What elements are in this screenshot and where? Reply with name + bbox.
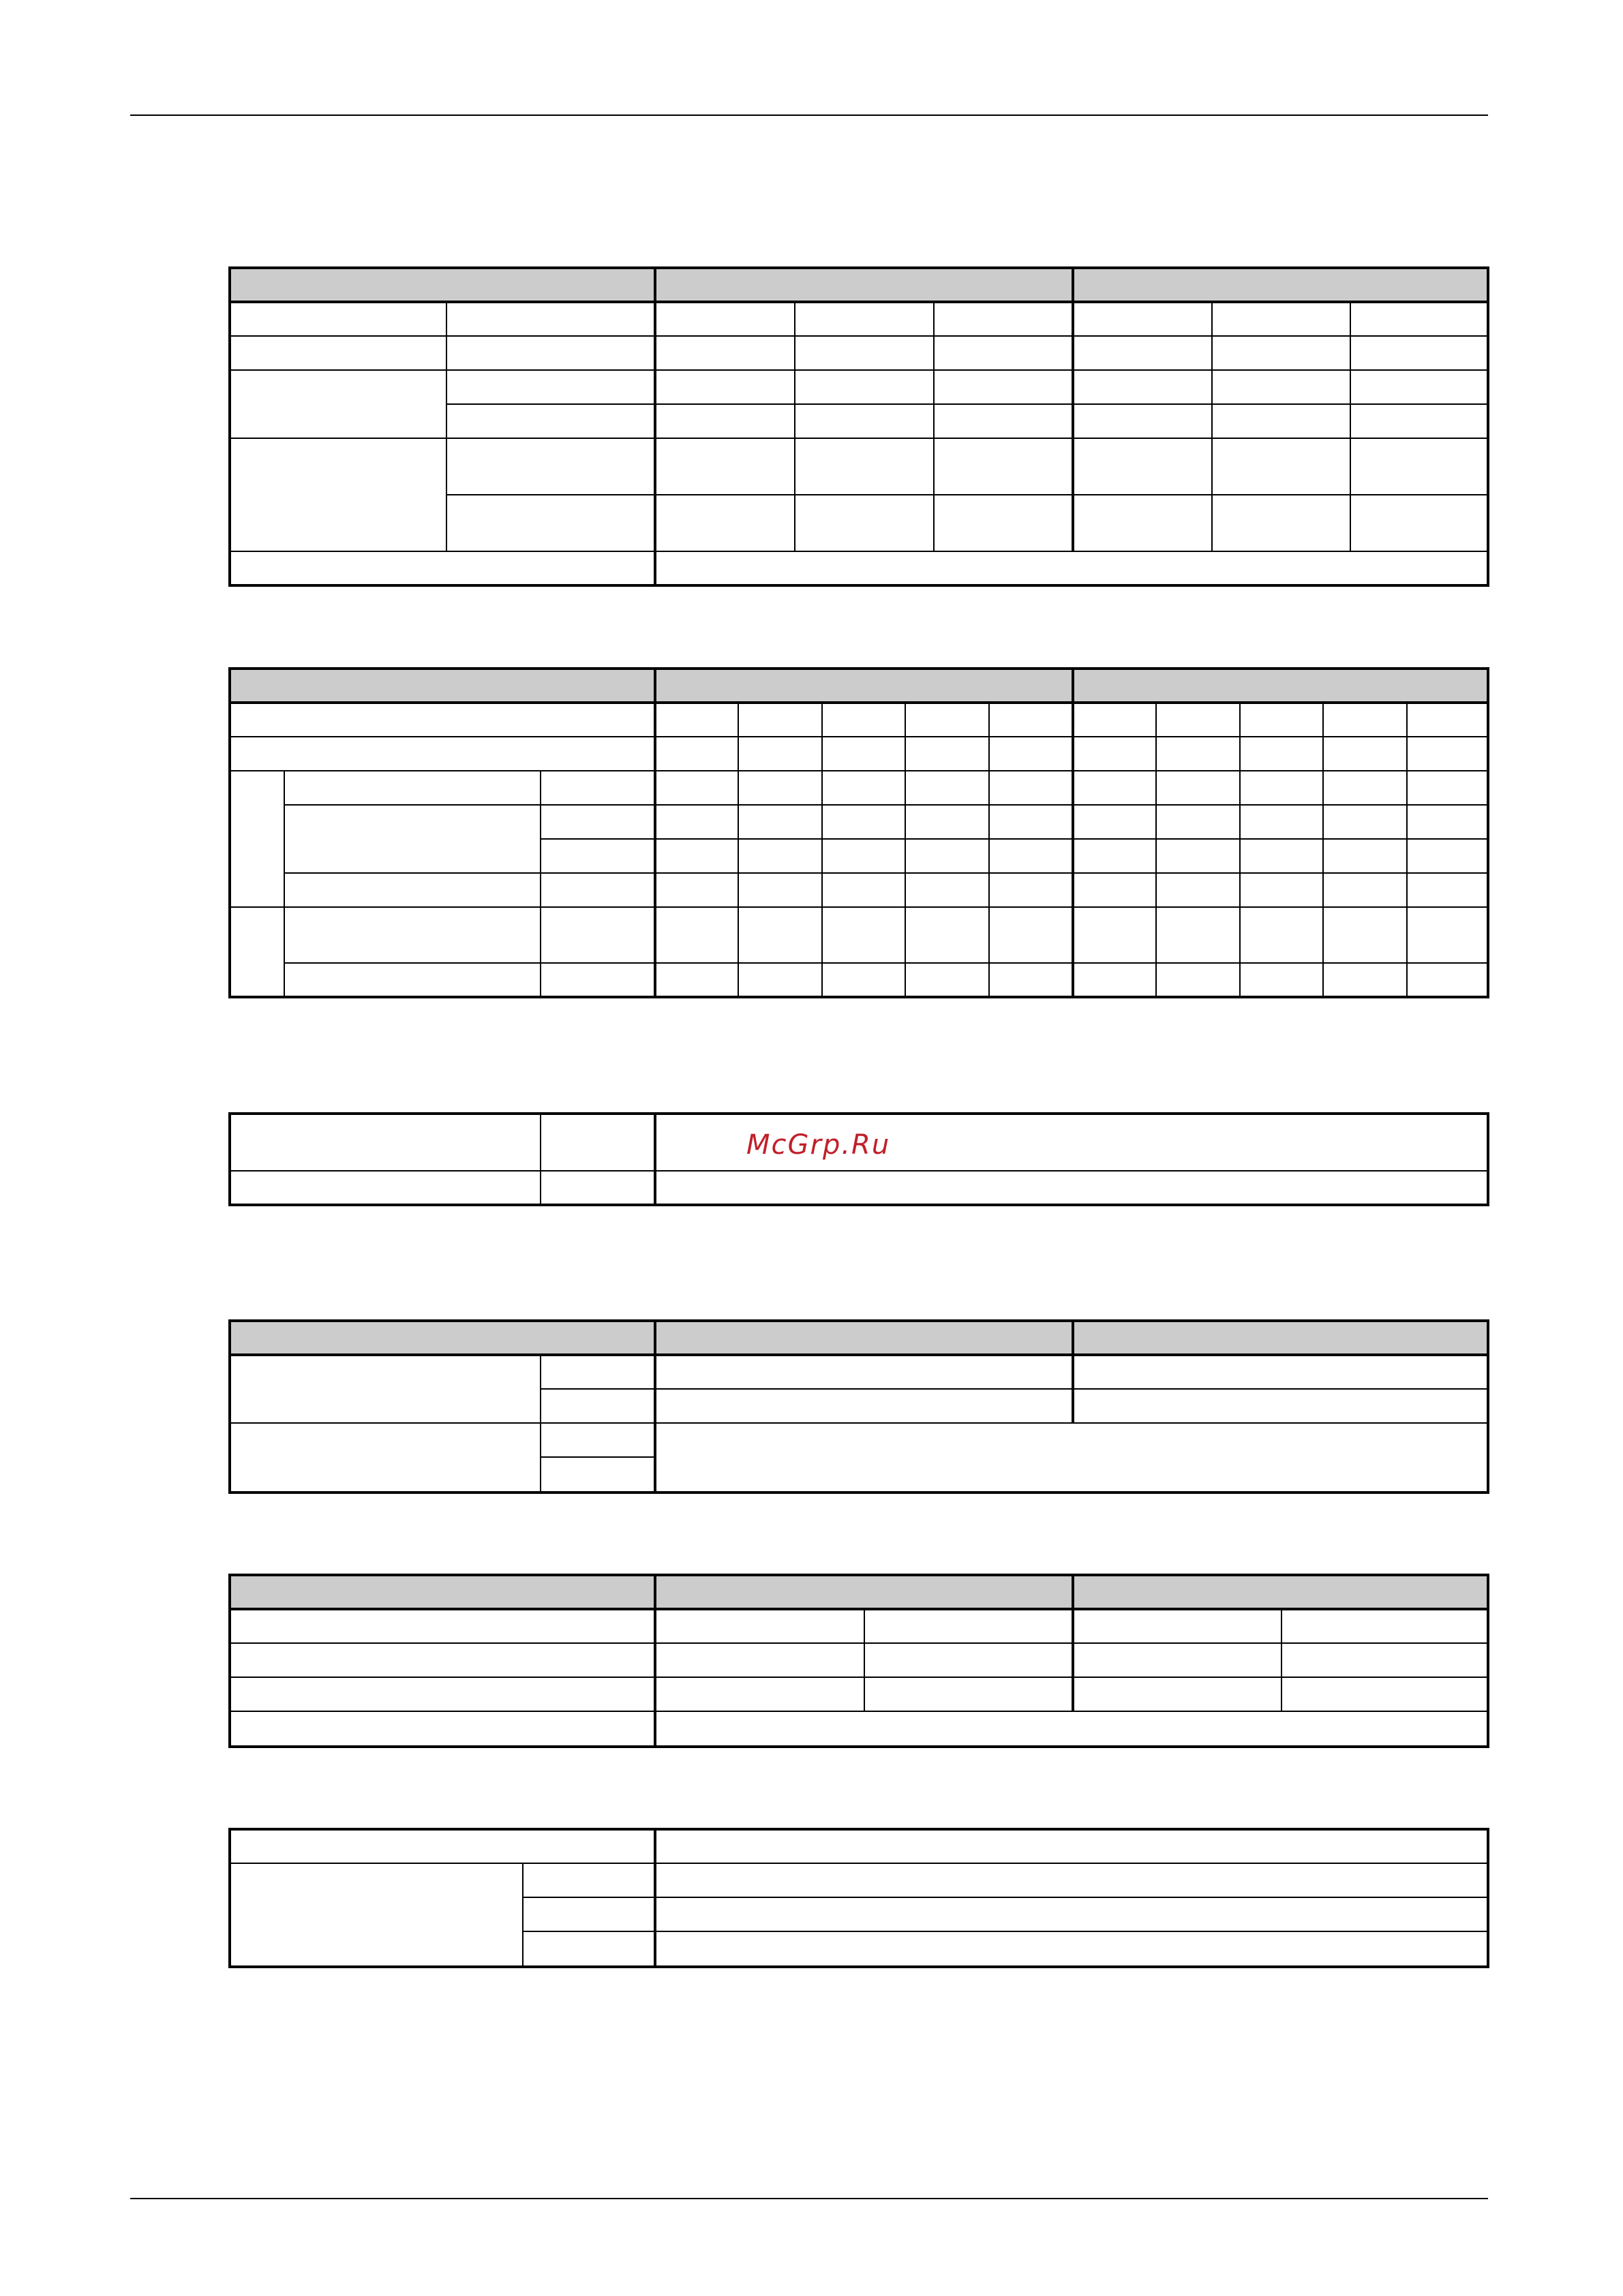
watermark-text: McGrp.Ru — [746, 1129, 891, 1161]
spec-table-6 — [230, 1829, 1489, 1968]
table-grid — [230, 1829, 1488, 1967]
table-grid — [230, 669, 1488, 997]
table-grid — [230, 268, 1488, 585]
spec-table-1 — [230, 268, 1489, 587]
header-rule — [130, 114, 1488, 116]
spec-table-2 — [230, 669, 1489, 998]
footer-rule — [130, 2198, 1488, 2199]
table-header-row — [230, 1321, 1488, 1355]
spec-table-4 — [230, 1321, 1489, 1494]
table-header-row — [230, 1575, 1488, 1609]
table-header-row — [230, 669, 1488, 703]
table-header-row — [230, 268, 1488, 302]
spec-table-5 — [230, 1575, 1489, 1748]
